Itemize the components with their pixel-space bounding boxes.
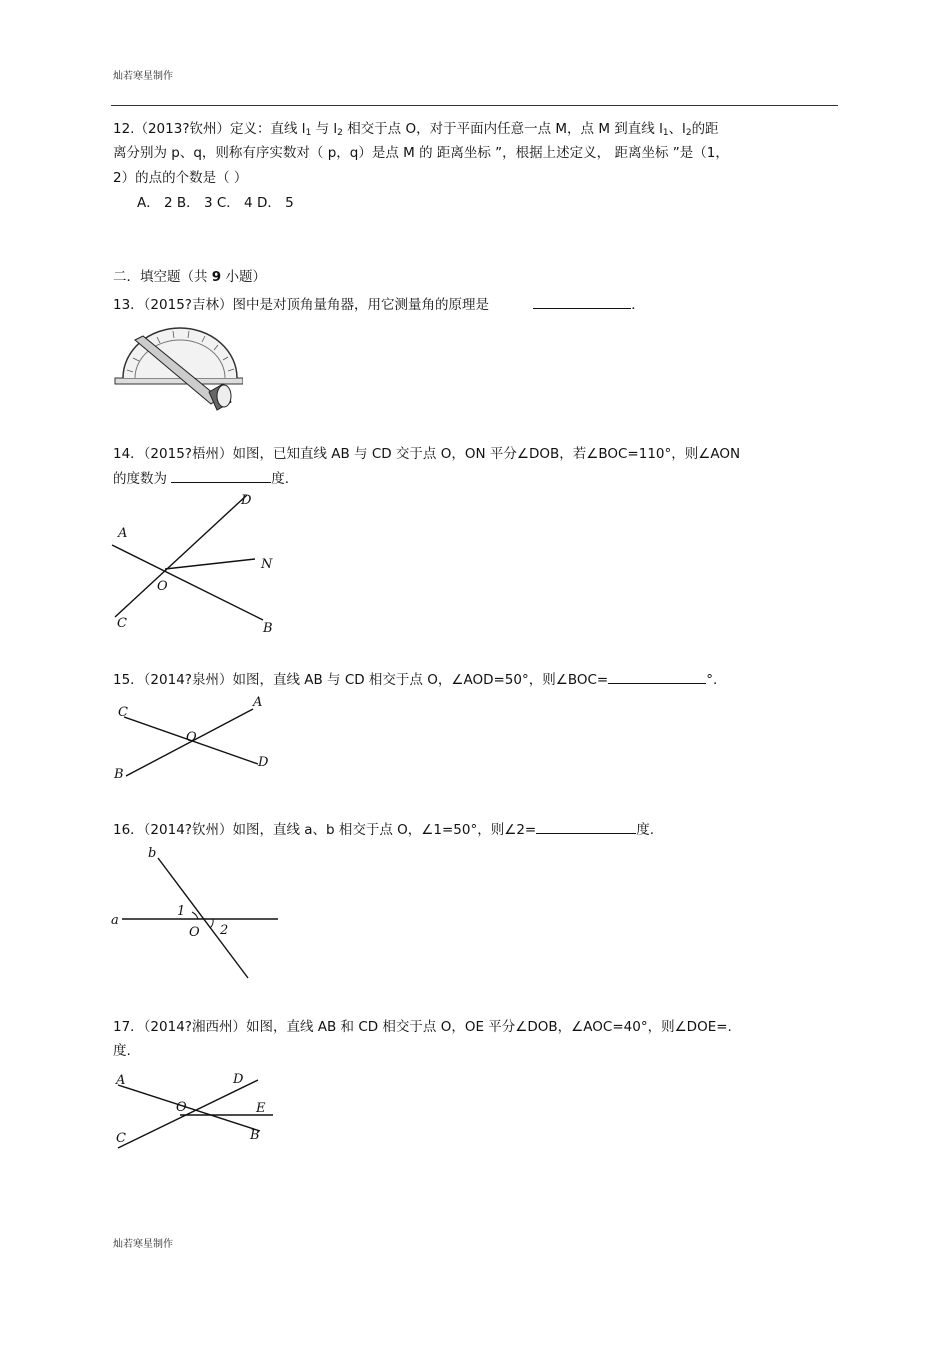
q12-text-e: 的距 (691, 121, 719, 137)
q16-text: 16．（2014?钦州）如图，直线 a、b 相交于点 O，∠1=50°，则∠2= (113, 822, 537, 838)
q14-end: 度. (271, 471, 290, 487)
q17-line1: 17．（2014?湘西州）如图，直线 AB 和 CD 相交于点 O，OE 平分∠DOB，∠AOC=40°，则∠DOE=. (113, 1019, 732, 1035)
section-count: 9 (211, 269, 222, 285)
q12-line1 (113, 121, 719, 141)
q16-figure (108, 840, 288, 985)
label-d: D (233, 1072, 244, 1087)
q14-line2 (113, 469, 289, 487)
q12-text-b: 与 (315, 121, 330, 137)
line-ab (118, 1085, 260, 1131)
q17-figure (108, 1064, 283, 1159)
q12-sub2: 2 (337, 128, 343, 138)
page-footer: 灿若寒星制作 (113, 1239, 173, 1250)
q12-line3: 2）的点的个数是（ ） (113, 170, 248, 186)
label-b: B (250, 1128, 260, 1143)
q13-line (113, 295, 645, 313)
q15-text: 15．（2014?泉州）如图，直线 AB 与 CD 相交于点 O，∠AOD=50°，则∠BOC= (113, 672, 609, 688)
q12-sub4: 2 (685, 128, 692, 138)
q12-options: A． 2 B． 3 C． 4 D． 5 (137, 195, 294, 211)
label-b: B (114, 767, 124, 782)
label-b: B (263, 621, 273, 636)
label-o: O (189, 925, 200, 940)
label-a: A (116, 1073, 126, 1088)
q12-text-c: 相交于点 O，对于平面内任意一点 M，点 M 到直线 l (347, 121, 663, 137)
q14-figure (105, 487, 285, 637)
q14-text: 的度数为 (113, 471, 167, 487)
header-rule (111, 105, 838, 106)
label-c: C (117, 616, 127, 631)
label-o: O (186, 730, 197, 745)
label-a: A (253, 695, 263, 710)
q14-line1: 14．（2015?梧州）如图，已知直线 AB 与 CD 交于点 O，ON 平分∠DOB，若∠BOC=110°，则∠AON (113, 446, 741, 462)
q16-answer-blank (536, 820, 636, 834)
label-c: C (118, 705, 128, 720)
section-suffix: 小题） (225, 269, 266, 285)
label-o: O (176, 1100, 187, 1115)
q17-line2: 度. (113, 1043, 131, 1059)
label-d: D (258, 755, 269, 770)
q15-line (113, 670, 717, 688)
ray-on (165, 559, 255, 569)
label-a: A (118, 526, 128, 541)
q13-end: ． (631, 297, 645, 313)
q15-figure (108, 690, 278, 790)
label-e: E (256, 1101, 266, 1116)
q16-line (113, 820, 654, 838)
q12-l2: l (333, 121, 338, 137)
line-b (158, 858, 248, 978)
label-b: b (148, 846, 157, 861)
q15-answer-blank (608, 670, 706, 684)
q12-text-a: 12.（2013?钦州）定义：直线 (113, 121, 298, 137)
label-o: O (157, 579, 168, 594)
q16-end: 度. (636, 822, 655, 838)
label-1: 1 (177, 904, 186, 919)
angle-1-arc (192, 912, 198, 919)
label-d: D (241, 493, 252, 508)
q12-sub1: 1 (305, 128, 312, 138)
label-n: N (261, 557, 273, 572)
q12-text-d: 、l (668, 121, 686, 137)
angle-2-arc (210, 919, 213, 928)
page-header: 灿若寒星制作 (113, 71, 173, 82)
line-cd (118, 1080, 258, 1148)
q13-answer-blank (533, 295, 631, 309)
q12-l1: l (301, 121, 306, 137)
protractor-base (115, 378, 243, 384)
line-ab (112, 545, 263, 620)
section-title (113, 269, 266, 285)
section-prefix: 二．填空题（共 (113, 269, 208, 285)
label-a: a (111, 913, 119, 928)
q12-line2: 离分别为 p、q，则称有序实数对（ p，q）是点 M 的 距离坐标 ”，根据上述定义， 距离坐标 ”是（1， (113, 145, 729, 161)
q13-text: 13．（2015?吉林）图中是对顶角量角器，用它测量角的原理是 (113, 297, 489, 313)
label-2: 2 (220, 923, 229, 938)
q12-sub3: 1 (662, 128, 669, 138)
protractor-roller-end (217, 385, 231, 407)
q15-end: °. (706, 672, 718, 688)
label-c: C (116, 1131, 126, 1146)
protractor-figure (113, 322, 243, 412)
q14-answer-blank (171, 469, 271, 483)
